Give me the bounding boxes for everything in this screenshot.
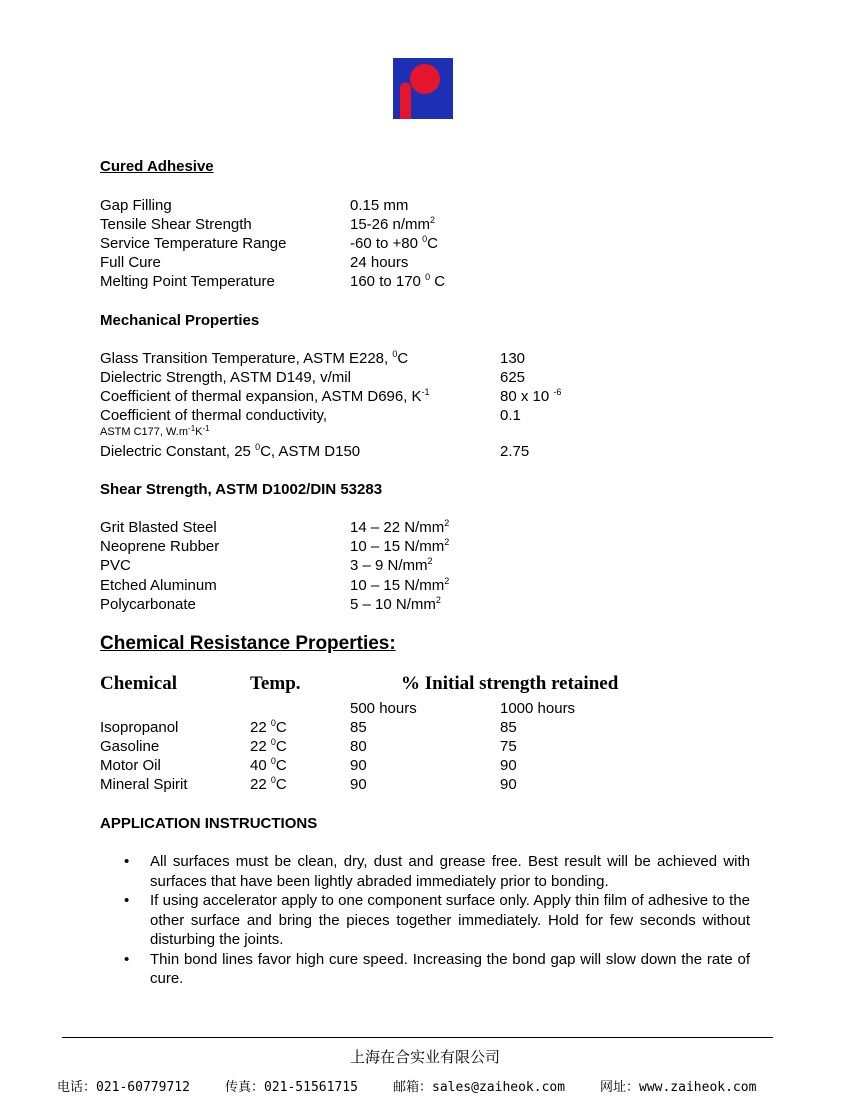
- row-label: Glass Transition Temperature, ASTM E228, $^0$C: [100, 349, 409, 367]
- sub-header-1000: 1000 hours: [500, 700, 576, 717]
- row-subnote: ASTM C177, $W.m^{-1}K^{-1}$: [100, 424, 210, 438]
- col-header-chemical: Chemical: [100, 673, 178, 694]
- footer-company: 上海在合实业有限公司: [349, 1048, 500, 1066]
- row-value: 10 – 15 $N/mm^2$: [350, 537, 450, 555]
- row-value: 0.1: [500, 407, 521, 424]
- row-value: 5 – 10 $N/mm^2$: [350, 595, 441, 613]
- row-value: 24 hours: [350, 254, 409, 271]
- row-value: 15-26 $n/mm^2$: [350, 215, 436, 233]
- footer-email[interactable]: 邮箱：sales@zaiheok.com: [393, 1080, 566, 1095]
- row-value: 14 – 22 $N/mm^2$: [350, 518, 450, 536]
- chemical-500h: 80: [350, 738, 367, 755]
- row-label: Tensile Shear Strength: [100, 216, 252, 233]
- row-value: 10 – 15 $N/mm^2$: [350, 576, 450, 594]
- application-heading: APPLICATION INSTRUCTIONS: [100, 815, 318, 832]
- row-label: Grit Blasted Steel: [100, 519, 217, 536]
- chemical-temp: 22 $^0$C: [250, 718, 287, 736]
- list-item: • If using accelerator apply to one component surface only. Apply thin film of adhesive to the other surface and bring the pieces together immediately. Hold for few seconds without disturbing the joints.: [100, 891, 750, 950]
- footer-website[interactable]: 网址：www.zaiheok.com: [600, 1080, 757, 1095]
- cured-adhesive-heading: Cured Adhesive: [100, 158, 214, 175]
- row-label: Service Temperature Range: [100, 235, 287, 252]
- row-label: Coefficient of thermal expansion, ASTM D696, $K^{-1}$: [100, 387, 430, 405]
- chemical-500h: 90: [350, 757, 367, 774]
- chemical-500h: 85: [350, 719, 367, 736]
- chemical-temp: 22 $^0$C: [250, 775, 287, 793]
- row-value: 3 – 9 $N/mm^2$: [350, 556, 433, 574]
- chemical-1000h: 85: [500, 719, 517, 736]
- chemical-500h: 90: [350, 776, 367, 793]
- row-label: Melting Point Temperature: [100, 273, 275, 290]
- bullet-icon: •: [124, 892, 130, 909]
- row-label: Neoprene Rubber: [100, 538, 220, 555]
- row-value: 80 x 10 $^{-6}$: [500, 387, 562, 405]
- bullet-icon: •: [124, 853, 130, 870]
- chemical-1000h: 75: [500, 738, 517, 755]
- row-label: Dielectric Strength, ASTM D149, v/mil: [100, 369, 351, 386]
- row-label: Full Cure: [100, 254, 161, 271]
- row-value: 130: [500, 350, 526, 367]
- row-label: PVC: [100, 557, 131, 574]
- row-label: Polycarbonate: [100, 596, 196, 613]
- row-value: 2.75: [500, 443, 530, 460]
- chemical-temp: 40 $^0$C: [250, 756, 287, 774]
- list-item: • Thin bond lines favor high cure speed. Increasing the bond gap will slow down the rate of cure.: [100, 950, 750, 989]
- row-label: Coefficient of thermal conductivity,: [100, 407, 328, 424]
- chemical-name: Motor Oil: [100, 757, 161, 774]
- mechanical-heading: Mechanical Properties: [100, 312, 260, 329]
- chemical-temp: 22 $^0$C: [250, 737, 287, 755]
- chemical-heading: Chemical Resistance Properties:: [100, 633, 396, 654]
- chemical-1000h: 90: [500, 776, 517, 793]
- col-header-temp: Temp.: [250, 673, 301, 694]
- footer-divider: [62, 1037, 773, 1038]
- row-label: Gap Filling: [100, 197, 172, 214]
- col-header-strength: % Initial strength retained: [401, 673, 619, 694]
- footer-fax: 传真：021-51561715: [225, 1080, 358, 1095]
- bullet-icon: •: [124, 950, 130, 968]
- company-logo: [393, 58, 453, 119]
- chemical-1000h: 90: [500, 757, 517, 774]
- row-value: -60 to +80 $^0$C: [350, 234, 438, 252]
- row-label: Dielectric Constant, 25 $^0$C, ASTM D150: [100, 442, 361, 460]
- shear-heading: Shear Strength, ASTM D1002/DIN 53283: [100, 481, 383, 498]
- list-item: • All surfaces must be clean, dry, dust and grease free. Best result will be achieved with surfaces that have been lightly abraded immediately prior to bonding.: [100, 852, 750, 891]
- footer-phone: 电话：021-60779712: [57, 1080, 190, 1095]
- row-value: 160 to 170 $^0$ C: [350, 272, 446, 290]
- chemical-name: Isopropanol: [100, 719, 179, 736]
- chemical-name: Mineral Spirit: [100, 776, 188, 793]
- row-value: 625: [500, 369, 526, 386]
- row-value: 0.15 mm: [350, 197, 409, 214]
- row-label: Etched Aluminum: [100, 577, 217, 594]
- application-list: [100, 852, 750, 989]
- chemical-name: Gasoline: [100, 738, 160, 755]
- sub-header-500: 500 hours: [350, 700, 417, 717]
